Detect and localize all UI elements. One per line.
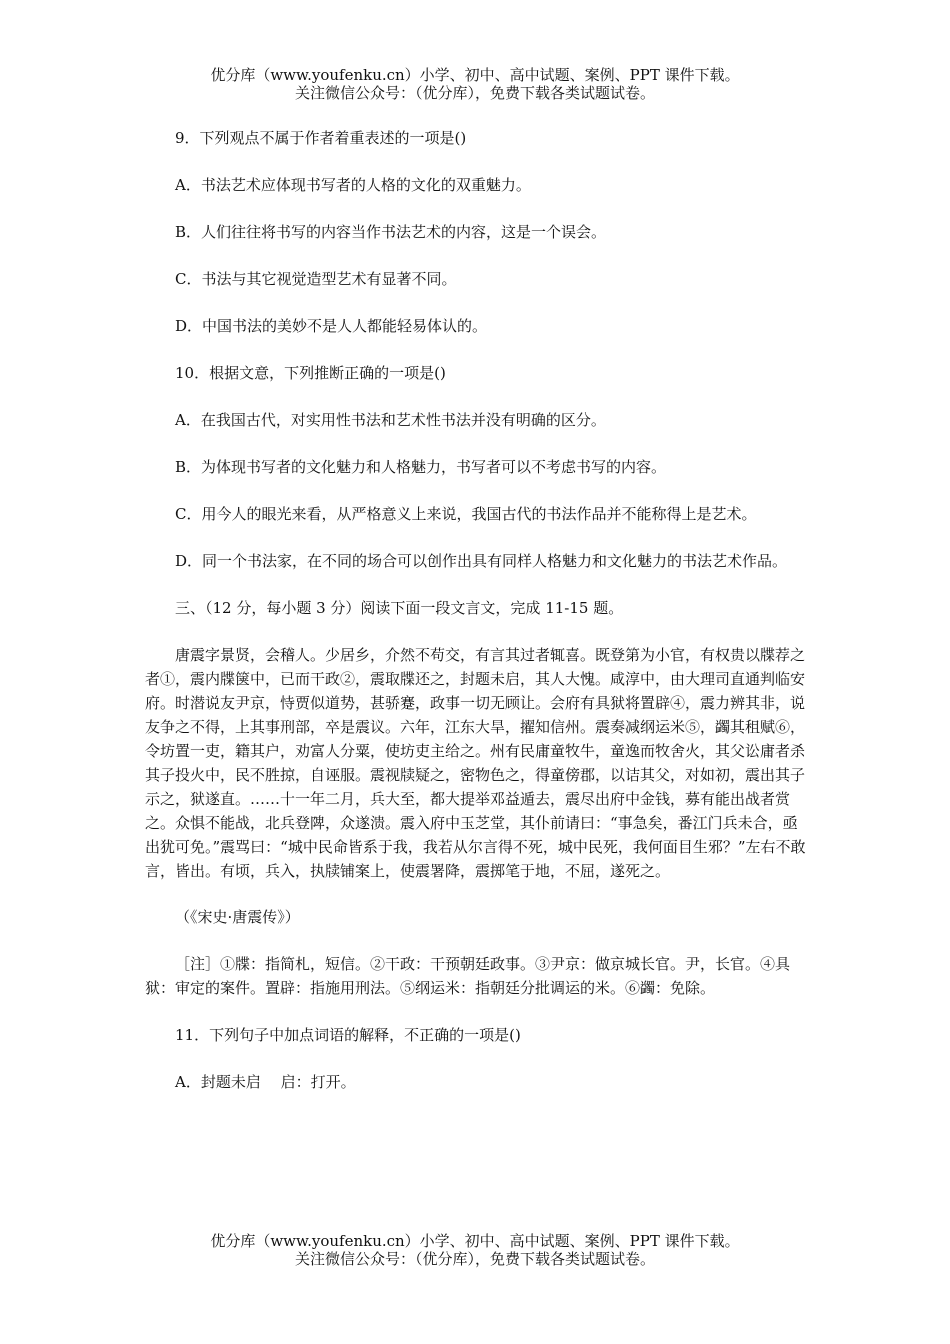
q10-option-a: A．在我国古代，对实用性书法和艺术性书法并没有明确的区分。: [175, 411, 606, 429]
q10-option-b: B．为体现书写者的文化魅力和人格魅力，书写者可以不考虑书写的内容。: [175, 458, 667, 476]
q10-option-c: C．用今人的眼光来看，从严格意义上来说，我国古代的书法作品并不能称得上是艺术。: [175, 505, 757, 523]
footer-line-2: 关注微信公众号：（优分库），免费下载各类试题试卷。: [294, 1250, 655, 1268]
q11-stem: 11．下列句子中加点词语的解释，不正确的一项是(): [175, 1026, 521, 1044]
classical-passage: 唐震字景贤，会稽人。少居乡，介然不苟交，有言其过者辄喜。既登第为小官，有权贵以牒荐之者①，震内牒箧中，已而干政②，震取牒还之，封题未启，其人大愧。咸淳中，由大理司直通判临安府。时潜说友尹京，恃贾似道势，甚骄蹇，政事一切无顾让。会府有具狱将置辟④，震力辨其非，说友争之不得，上其事刑部，卒是震议。六年，江东大旱，擢知信州。震奏减纲运米⑤，蠲其租赋⑥，令坊置一吏，籍其户，劝富人分粟，使坊吏主给之。州有民庸童牧牛，童逸而牧舍火，其父讼庸者杀其子投火中，民不胜掠，自诬服。震视牍疑之，密物色之，得童傍郡，以诘其父，对如初，震出其子示之，狱遂直。……十一年二月，兵大至，都大提举邓益遁去，震尽出府中金钱，募有能出战者赏之。众惧不能战，北兵登陴，众遂溃。震入府中玉芝堂，其仆前请曰：“事急矣，番江门兵未合，亟出犹可免。”震骂曰：“城中民命皆系于我，我若从尔言得不死，城中民死，我何面目生邪？”左右不敢言，皆出。有顷，兵入，执牍铺案上，使震署降，震掷笔于地，不屈，遂死之。: [145, 646, 806, 880]
q10-option-d: D．同一个书法家，在不同的场合可以创作出具有同样人格魅力和文化魅力的书法艺术作品。: [175, 552, 788, 570]
q9-option-c: C．书法与其它视觉造型艺术有显著不同。: [175, 270, 457, 288]
header-line-1: 优分库（www.youfenku.cn）小学、初中、高中试题、案例、PPT 课件下载。: [210, 66, 740, 84]
passage-notes: ［注］①牒：指简札，短信。②干政：干预朝廷政事。③尹京：做京城长官。尹，长官。④具狱：审定的案件。置辟：指施用刑法。⑤纲运米：指朝廷分批调运的米。⑥蠲：免除。: [145, 955, 791, 997]
page-footer: [0, 1232, 950, 1268]
section-3-title: 三、（12 分，每小题 3 分）阅读下面一段文言文，完成 11-15 题。: [175, 599, 624, 617]
footer-line-1: 优分库（www.youfenku.cn）小学、初中、高中试题、案例、PPT 课件下载。: [210, 1232, 740, 1250]
page-header: [0, 66, 950, 102]
passage-source: （《宋史·唐震传》）: [175, 908, 300, 926]
header-line-2: 关注微信公众号：（优分库），免费下载各类试题试卷。: [294, 84, 655, 102]
q9-stem: 9．下列观点不属于作者着重表述的一项是(): [175, 129, 467, 147]
document-body: [145, 126, 810, 1117]
q9-option-a: A．书法艺术应体现书写者的人格的文化的双重魅力。: [175, 176, 531, 194]
q10-stem: 10．根据文意，下列推断正确的一项是(): [175, 364, 446, 382]
q11-option-a: A．封题未启 启：打开。: [175, 1073, 356, 1091]
q9-option-b: B．人们往往将书写的内容当作书法艺术的内容，这是一个误会。: [175, 223, 607, 241]
q9-option-d: D．中国书法的美妙不是人人都能轻易体认的。: [175, 317, 488, 335]
